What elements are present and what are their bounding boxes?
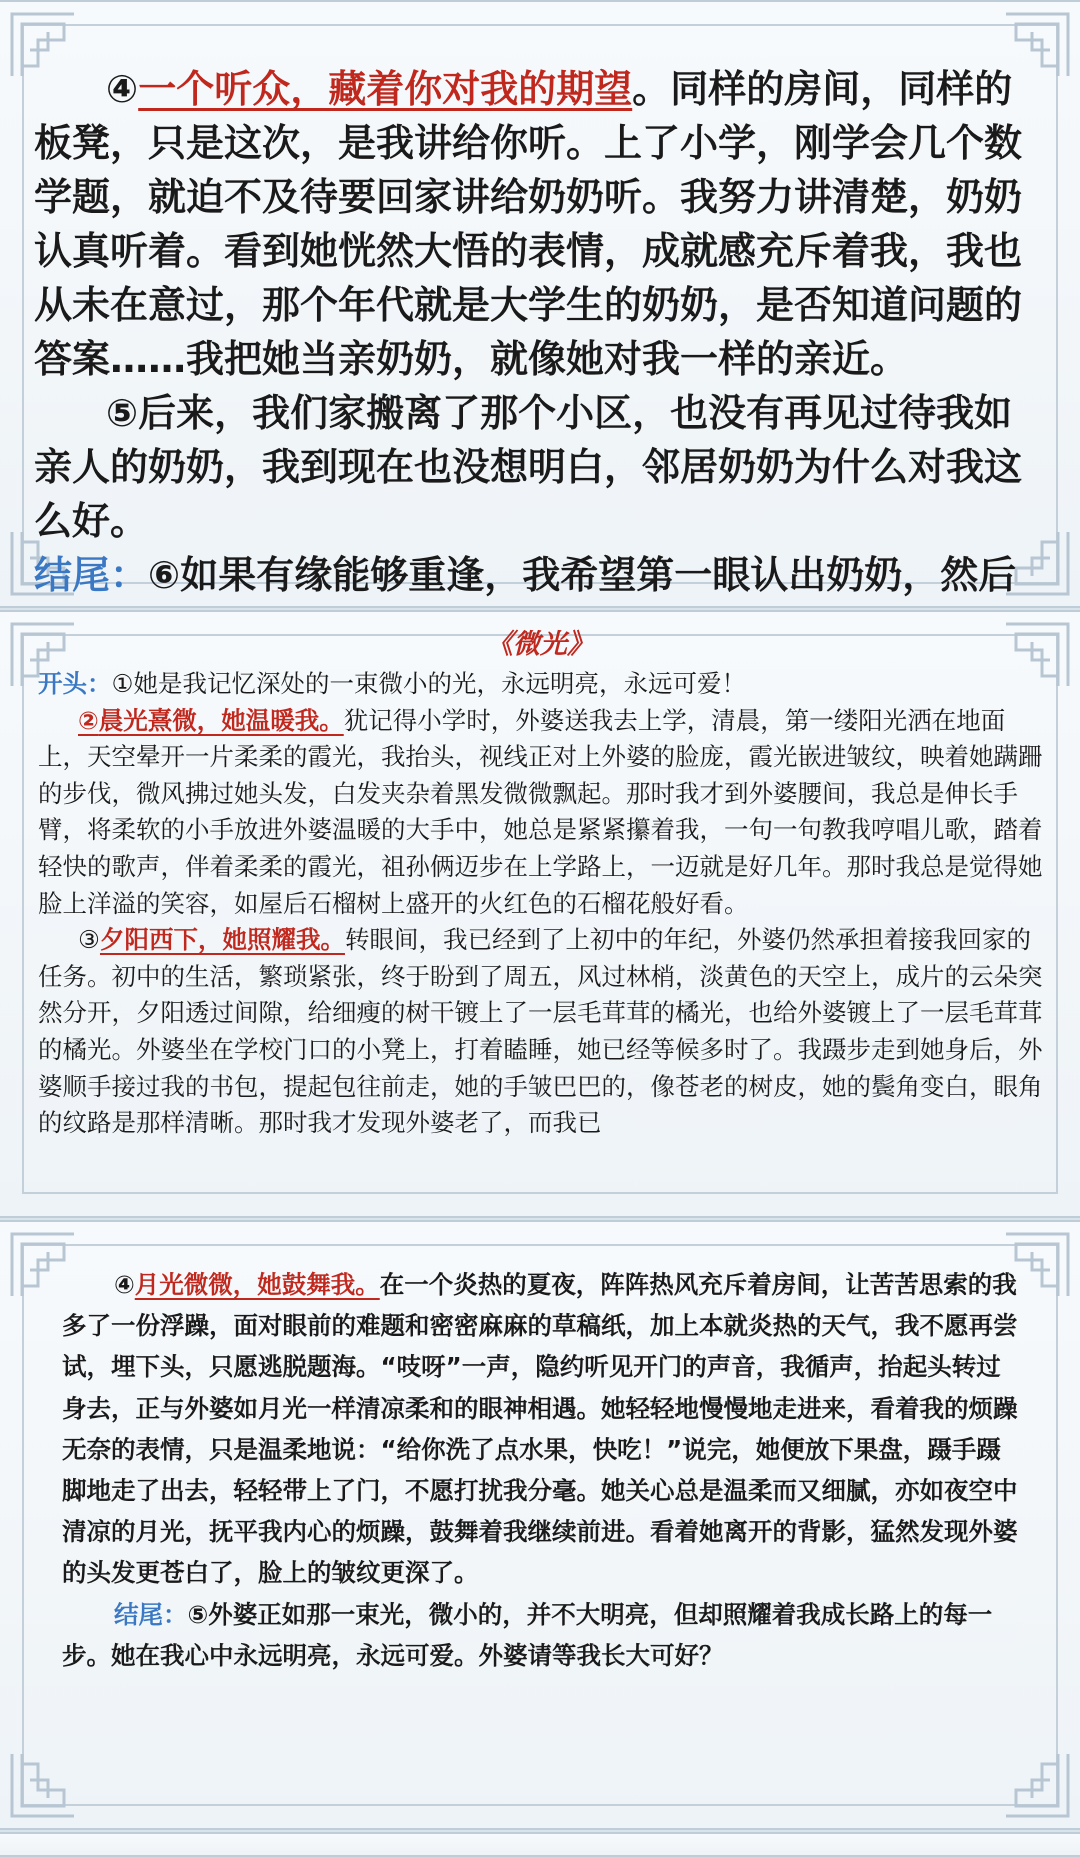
paragraph-number: ③: [78, 925, 100, 955]
paragraph-2: [38, 703, 1050, 923]
paragraph-6: [34, 548, 1044, 608]
paragraph-number: ②: [78, 705, 99, 735]
paragraph-text: ①她是我记忆深处的一束微小的光，永远明亮，永远可爱！: [111, 669, 746, 698]
paragraph-heading: 晨光熹微，她温暖我。: [98, 705, 344, 735]
paragraph-number: ④: [106, 67, 139, 111]
paragraph-text: ⑥如果有缘能够重逢，我希望第一眼认出奶奶，然后: [148, 553, 1017, 597]
essay-title: 《微光》: [486, 629, 594, 660]
paragraph-4: [62, 1264, 1022, 1594]
essay-panel-4: [0, 1832, 1080, 1857]
paragraph-5: [62, 1594, 1022, 1676]
essay-body: [34, 62, 1044, 608]
paragraph-4: [34, 62, 1044, 386]
paragraph-text: 转眼间，我已经到了上初中的年纪，外婆仍然承担着接我回家的任务。初中的生活，繁琐紧张，终于盼到了周五，风过林梢，淡黄色的天空上，成片的云朵突然分开，夕阳透过间隙，给细瘦的树干镀上了一层毛茸茸的橘光，也给外婆镀上了一层毛茸茸的橘光。外婆坐在学校门口的小凳上，打着瞌睡，她已经等候多时了。我蹑步走到她身后，外婆顺手接过我的书包，提起包往前走，她的手皱巴巴的，像苍老的树皮，她的鬓角变白，眼角的纹路是那样清晰。那时我才发现外婆老了，而我已: [38, 925, 1043, 1138]
paragraph-1: [38, 666, 1050, 703]
ending-label: 结尾：: [114, 1599, 188, 1629]
paragraph-text: 犹记得小学时，外婆送我去上学，清晨，第一缕阳光洒在地面上，天空晕开一片柔柔的霞光，我抬头，视线正对上外婆的脸庞，霞光嵌进皱纹，映着她蹒跚的步伐，微风拂过她头发，白发夹杂着黑发微微飘起。那时我才到外婆腰间，我总是伸长手臂，将柔软的小手放进外婆温暖的大手中，她总是紧紧攥着我，一句一句教我哼唱儿歌，踏着轻快的歌声，伴着柔柔的霞光，祖孙俩迈步在上学路上，一迈就是好几年。那时我总是觉得她脸上洋溢的笑容，如屋后石榴树上盛开的火红色的石榴花般好看。: [38, 705, 1043, 918]
lattice-corner-ornament: [8, 1750, 78, 1820]
opening-label: 开头：: [38, 669, 112, 698]
paragraph-heading: 一个听众，藏着你对我的期望: [138, 67, 633, 111]
paragraph-number: ④: [114, 1270, 135, 1299]
paragraph-text: ⑤外婆正如那一束光，微小的，并不大明亮，但却照耀着我成长路上的每一步。她在我心中永远明亮，永远可爱。外婆请等我长大可好？: [62, 1599, 993, 1670]
paragraph-5: ⑤后来，我们家搬离了那个小区，也没有再见过待我如亲人的奶奶，我到现在也没想明白，邻居奶奶为什么对我这么好。: [34, 391, 1023, 543]
paragraph-3: [38, 922, 1050, 1142]
paragraph-text: 。同样的房间，同样的板凳，只是这次，是我讲给你听。上了小学，刚学会几个数学题，就迫不及待要回家讲给奶奶听。我努力讲清楚，奶奶认真听着。看到她恍然大悟的表情，成就感充斥着我，我也从未在意过，那个年代就是大学生的奶奶，是否知道问题的答案……我把她当亲奶奶，就像她对我一样的亲近。: [34, 67, 1023, 381]
paragraph-text: 在一个炎热的夏夜，阵阵热风充斥着房间，让苦苦思索的我多了一份浮躁，面对眼前的难题和密密麻麻的草稿纸，加上本就炎热的天气，我不愿再尝试，埋下头，只愿逃脱题海。“吱呀”一声，隐约听见开门的声音，我循声，抬起头转过身去，正与外婆如月光一样清凉柔和的眼神相遇。她轻轻地慢慢地走进来，看着我的烦躁无奈的表情，只是温柔地说：“给你洗了点水果，快吃！”说完，她便放下果盘，蹑手蹑脚地走了出去，轻轻带上了门，不愿打扰我分毫。她关心总是温柔而又细腻，亦如夜空中清凉的月光，抚平我内心的烦躁，鼓舞着我继续前进。看着她离开的背影，猛然发现外婆的头发更苍白了，脸上的皱纹更深了。: [62, 1270, 1018, 1588]
paragraph-heading: 夕阳西下，她照耀我。: [99, 925, 345, 955]
lattice-corner-ornament: [1002, 1750, 1072, 1820]
essay-panel-1: [0, 0, 1080, 608]
essay-panel-2: [0, 610, 1080, 1218]
paragraph-heading: 月光微微，她鼓舞我。: [134, 1270, 380, 1299]
essay-panel-3: [0, 1220, 1080, 1830]
essay-body: [38, 666, 1050, 1142]
essay-body: [62, 1264, 1022, 1676]
ending-label: 结尾：: [34, 553, 149, 597]
